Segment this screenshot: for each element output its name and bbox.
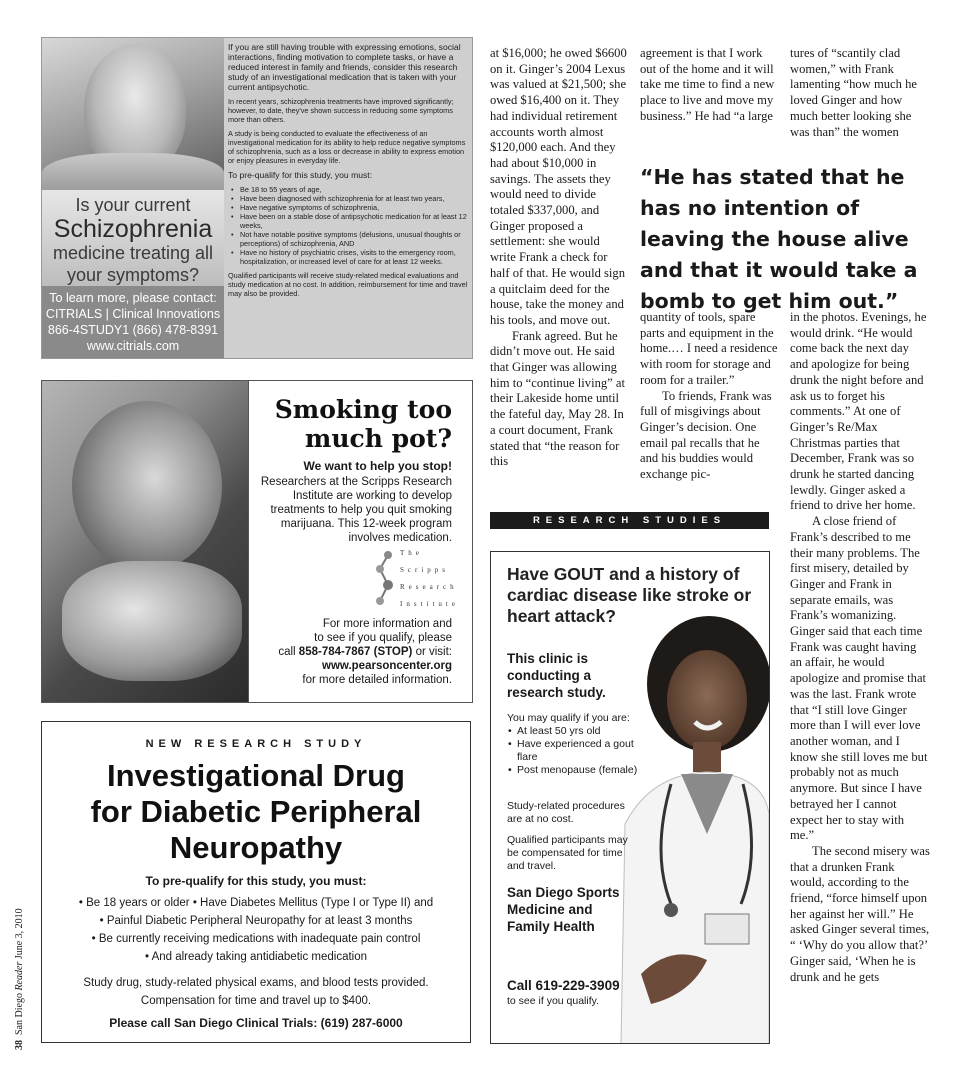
neuropathy-criteria [42,894,470,966]
neuropathy-call: Please call San Diego Clinical Trials: (619) 287-6000 [109,1016,403,1030]
article-paragraph: Frank agreed. But he didn’t move out. He said that Ginger was allowing him to “continue living” at their Lakeside home until the fateful day, May 28. In a court document, Frank stated that “the reason for this [490,328,626,469]
logo-word: Scripps [400,566,449,574]
article-column-2-bottom [640,310,778,483]
gout-qualify-item: • At least 50 yrs old [517,725,647,738]
gout-see-if-qualify: to see if you qualify. [507,995,600,1007]
neuropathy-title-line1: Investigational Drug [107,758,405,793]
neuropathy-prequalify: To pre-qualify for this study, you must: [145,874,367,888]
headline-line1: Is your current [75,195,191,215]
criteria-item: • Be 18 to 55 years of age, [240,185,468,194]
headline-line2: Schizophrenia [53,215,213,243]
gout-qualify-list [507,725,647,777]
pot-website: www.pearsoncenter.org [322,660,452,672]
criteria-item: • Have negative symptoms of schizophrenia, [240,203,468,212]
page-folio [14,908,25,1050]
neuropathy-title-line3: Neuropathy [169,830,343,865]
schizophrenia-criteria [228,185,468,266]
neuropathy-footer-line2: Compensation for time and travel up to $400. [140,995,372,1007]
more-info-tail: for more detailed information. [302,674,452,686]
article-paragraph: The second misery was that a drunken Frank would, according to the friend, “force himself upon her against her will.” He asked Ginger several times, “ ‘Why do you allow that?’ Ginger said, ‘When he is drunk and he gets [790,843,930,984]
gout-ad-title: Have GOUT and a history of cardiac disease like stroke or heart attack? [507,564,752,626]
research-studies-bar: RESEARCH STUDIES [490,512,769,529]
pull-quote: “He has stated that he has no intention of leaving the house alive and that it would take a bomb to get him out.” [640,165,918,313]
pot-ad-body: Researchers at the Scripps Research Institute are working to develop treatments to help you quit smoking marijuana. This 12-week program involves medication. [260,476,452,544]
more-info-call-line [252,645,452,659]
more-info-line2: to see if you qualify, please [314,632,452,644]
criteria-item: • Not have notable positive symptoms (delusions, unusual thoughts or perceptions) of schizophrenia, AND [240,230,468,248]
article-paragraph: tures of “scantily clad women,” with Frank lamenting “how much he loved Ginger and how much better looking she was than” the women [790,46,917,139]
schizophrenia-body [228,42,468,303]
schizophrenia-ad-left-panel [42,38,224,358]
schizophrenia-intro: If you are still having trouble with expressing emotions, social interactions, finding motivation to complete tasks, or have a reduced interest in family and friends, consider this research study of an investigational medication that is taken with your current antipsychotic. [228,42,461,92]
gout-qualify [507,712,647,777]
pot-ad-title [252,395,452,453]
article-column-2-top [640,46,778,125]
gout-ad-clinic: This clinic is conducting a research study. [507,651,606,700]
publication-italic: Reader [14,961,25,991]
pot-ad-subhead: We want to help you stop! [303,459,452,473]
pot-title-line2: much pot? [304,424,452,453]
schizophrenia-para3: A study is being conducted to evaluate the effectiveness of an investigational medication for its ability to help reduce negative symptoms of schizophrenia, such as a loss or decrease in ability to express emotion or enjoy pleasures in everyday life. [228,129,466,165]
article-column-3-top [790,46,930,140]
scripps-logo [372,549,482,619]
neuropathy-title-line2: for Diabetic Peripheral [90,794,422,829]
pot-title-line1: Smoking too [274,395,452,424]
neuropathy-footer-line1: Study drug, study-related physical exams, and blood tests provided. [83,977,429,989]
neuropathy-criteria-line: • And already taking antidiabetic medication [144,951,368,963]
schizophrenia-footer: Qualified participants will receive study-related medical evaluations and study medication at no cost. In addition, reimbursement for time and travel may also be provided. [228,271,468,298]
gout-organization: San Diego Sports Medicine and Family Health [507,885,620,934]
gout-ad [490,551,770,1044]
page-number: 38 [14,1040,25,1050]
article-paragraph: in the photos. Evenings, he would drink. “He would come back the next day and apologize for being drunk the night before and ask us to forget his comments.” At one of Ginger’s Re/Max Christmas parties that December, Frank was so drunk he started dancing lewdly. Ginger asked a friend to drive her home. [790,310,927,513]
gout-compensation: Qualified participants may be compensated for time and travel. [507,834,628,872]
neuropathy-criteria-line: • Painful Diabetic Peripheral Neuropathy for at least 3 months [99,915,413,927]
gout-qualify-item: • Post menopause (female) [517,764,647,777]
contact-website: www.citrials.com [86,339,180,353]
article-paragraph: at $16,000; he owed $6600 on it. Ginger’s 2004 Lexus was valued at $21,500; she owed $16,400 on it. They had individual retirement accounts worth almost $120,000 each. And they had about $10,000 in savings. The assets they would need to divide totaled $337,000, and Ginger proposed a settlement: she would write Frank a check for half of that. He would sign a quitclaim deed for the house, take the money and his tools, and move out. [490,46,627,327]
more-info-line1: For more information and [322,618,452,630]
neuropathy-footer [42,974,470,1010]
neuropathy-title [42,758,470,866]
pot-ad [41,380,473,703]
neuropathy-criteria-line: • Be 18 years or older • Have Diabetes Mellitus (Type I or Type II) and [78,897,434,909]
article-column-1 [490,46,628,470]
gout-procedures: Study-related procedures are at no cost. [507,800,625,825]
gout-qualify-intro: You may qualify if you are: [507,712,630,724]
schizophrenia-prequalify: To pre-qualify for this study, you must: [228,170,373,180]
schizophrenia-contact [42,290,224,354]
schizophrenia-headline [42,190,224,286]
publication-name: San Diego [14,993,25,1035]
headline-line4: your symptoms? [66,265,200,285]
or-visit: or visit: [415,646,452,658]
logo-word: Research [400,583,458,591]
article-paragraph: A close friend of Frank’s described to me their many problems. The first misery, detailed by Ginger and Frank in separate emails, was Frank’s womanizing. Ginger said that each time Frank was caught having an affair, he would apologize and promise that was the last. Frank wrote that “I still love Ginger more than I will ever love another woman, and I know she still loves me but probably not as much anymore. But since I have betrayed her I cannot expect her to stay with me.” [790,514,928,843]
article-paragraph: agreement is that I work out of the home and it will take me time to find a new place to live and move my business.” He had “a large [640,46,775,123]
call-word: call [278,646,296,658]
logo-word: The [400,549,423,557]
article-paragraph: To friends, Frank was full of misgivings about Ginger’s decision. One email pal recalls that he and his buddies would exchange pic- [640,388,772,482]
contact-phone: 866-4STUDY1 (866) 478-8391 [47,323,219,337]
article-column-3-bottom [790,310,930,985]
issue-date: June 3, 2010 [14,908,25,960]
man-photo [42,38,224,190]
contact-line1: To learn more, please contact: [49,291,217,305]
contact-line2: CITRIALS | Clinical Innovations [45,307,221,321]
criteria-item: • Have been on a stable dose of antipsychotic medication for at least 12 weeks, [240,212,468,230]
neuropathy-criteria-line: • Be currently receiving medications with inadequate pain control [91,933,421,945]
gout-qualify-item: • Have experienced a gout flare [517,738,647,764]
neuropathy-kicker: NEW RESEARCH STUDY [145,738,367,750]
pot-ad-more-info [252,617,452,687]
schizophrenia-para2: In recent years, schizophrenia treatments have improved significantly; however, to date, they've shown success in reducing some symptoms more than others. [228,97,454,124]
pot-ad-text [252,395,452,545]
criteria-item: • Have been diagnosed with schizophrenia for at least two years, [240,194,468,203]
smoker-photo [42,381,249,702]
logo-word: Institute [400,600,459,608]
schizophrenia-ad [41,37,473,359]
criteria-item: • Have no history of psychiatric crises, visits to the emergency room, hospitalization, or increased level of care for at least 12 weeks. [240,248,468,266]
pot-phone: 858-784-7867 (STOP) [298,646,413,658]
gout-phone: Call 619-229-3909 [507,978,620,993]
headline-line3: medicine treating all [52,243,214,263]
neuropathy-ad [41,721,471,1043]
article-paragraph: quantity of tools, spare parts and equipment in the home.… I need a residence with room for storage and room for a trailer.” [640,310,778,387]
